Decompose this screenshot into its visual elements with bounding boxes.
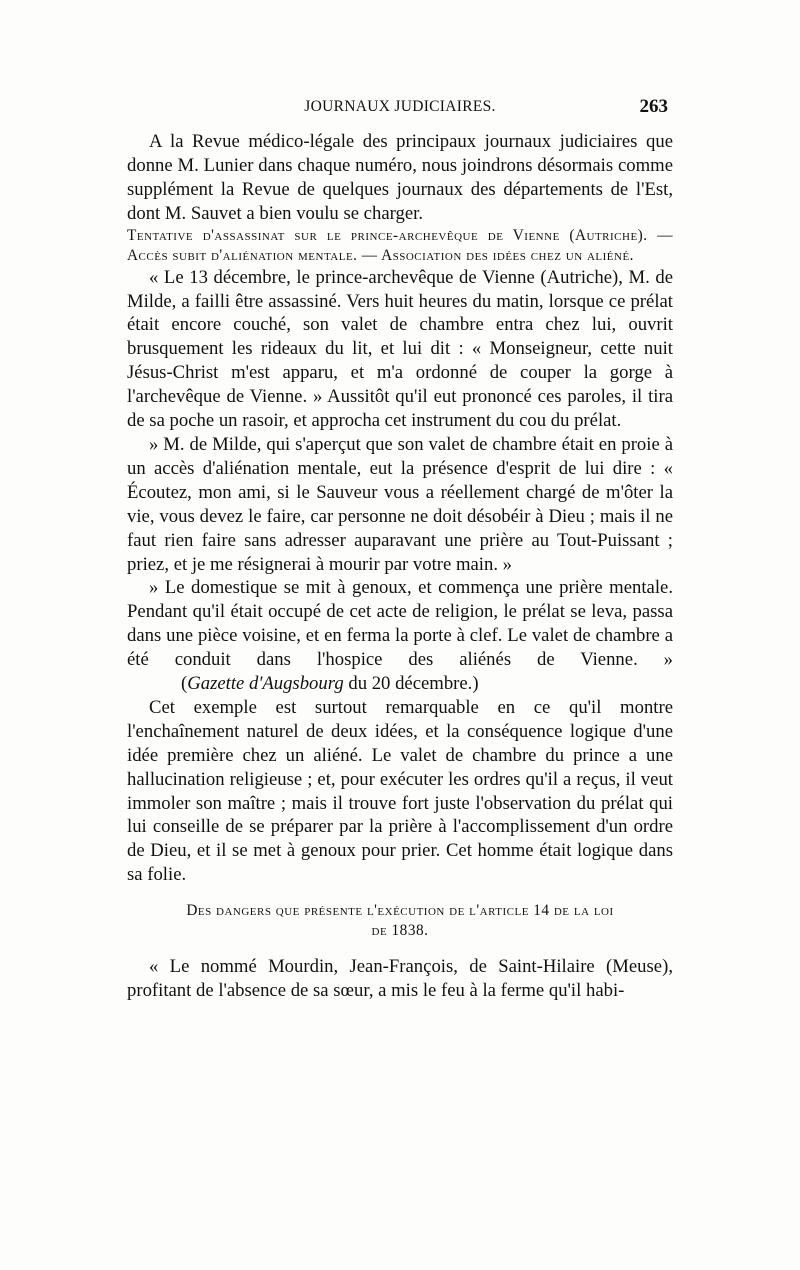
section-title-assassination: Tentative d'assassinat sur le prince-archevêque de Vienne (Autriche). — Accès subit d'aliénation mentale. — Association des idées chez un aliéné. [127, 226, 673, 264]
citation-source: Gazette d'Augsbourg [187, 673, 344, 695]
article-paragraph: » M. de Milde, qui s'aperçut que son valet de chambre était en proie à un accès d'aliénation mentale, eut la présence d'esprit de lui dire : « Écoutez, mon ami, si le Sauveur vous a réellement chargé de m'ôter la vie, vous devez le faire, car personne ne doit désobéir à Dieu ; mais il ne faut rien faire sans adresser auparavant une prière au Tout-Puissant ; priez, et je me résignerai à mourir par votre main. » [127, 433, 673, 575]
section-title-line: Des dangers que présente l'exécution de l'article 14 de la loi [186, 902, 614, 920]
page-header [130, 98, 670, 124]
intro-paragraph: A la Revue médico-légale des principaux journaux judiciaires que donne M. Lunier dans chaque numéro, nous joindrons désormais comme supplément la Revue de quelques journaux des départements de l'Est, dont M. Sauvet a bien voulu se charger. [127, 131, 673, 224]
page-number: 263 [639, 96, 668, 117]
section-title-line: de 1838. [371, 922, 429, 940]
article-paragraph: « Le nommé Mourdin, Jean-François, de Saint-Hilaire (Meuse), profitant de l'absence de sa sœur, a mis le feu à la ferme qu'il habi- [127, 956, 673, 1002]
citation-open: ( [181, 673, 188, 695]
citation-rest: du 20 décembre.) [343, 673, 479, 695]
commentary-paragraph: Cet exemple est surtout remarquable en ce qu'il montre l'enchaînement naturel de deux idées, et la conséquence logique d'une idée première chez un aliéné. Le valet de chambre du prince a une hallucination religieuse ; et, pour exécuter les ordres qu'il a reçus, il veut immoler son maître ; mais il trouve fort juste l'observation du prélat qui lui conseille de se préparer par la prière à l'accomplissement d'un ordre de Dieu, et il se met à genoux pour prier. Cet homme était logique dans sa folie. [127, 696, 673, 886]
citation [159, 672, 479, 696]
article-paragraph-text: » Le domestique se mit à genoux, et commença une prière mentale. Pendant qu'il était occupé de cet acte de religion, le prélat se leva, passa dans une pièce voisine, et en ferma la porte à clef. Le valet de chambre a été conduit dans l'hospice des aliénés de Vienne. » [127, 577, 673, 671]
running-head: JOURNAUX JUDICIAIRES. [304, 98, 496, 115]
article-paragraph [127, 576, 673, 696]
article-paragraph: « Le 13 décembre, le prince-archevêque de Vienne (Autriche), M. de Milde, a failli être assassiné. Vers huit heures du matin, lorsque ce prélat était encore couché, son valet de chambre entra chez lui, ouvrit brusquement les rideaux du lit, et lui dit : « Monseigneur, cette nuit Jésus-Christ m'est apparu, et m'a ordonné de couper la gorge à l'archevêque de Vienne. » Aussitôt qu'il eut prononcé ces paroles, il tira de sa poche un rasoir, et approcha cet instrument du cou du prélat. [127, 266, 673, 432]
section-title-dangers [127, 901, 673, 941]
page-body [127, 130, 673, 1003]
